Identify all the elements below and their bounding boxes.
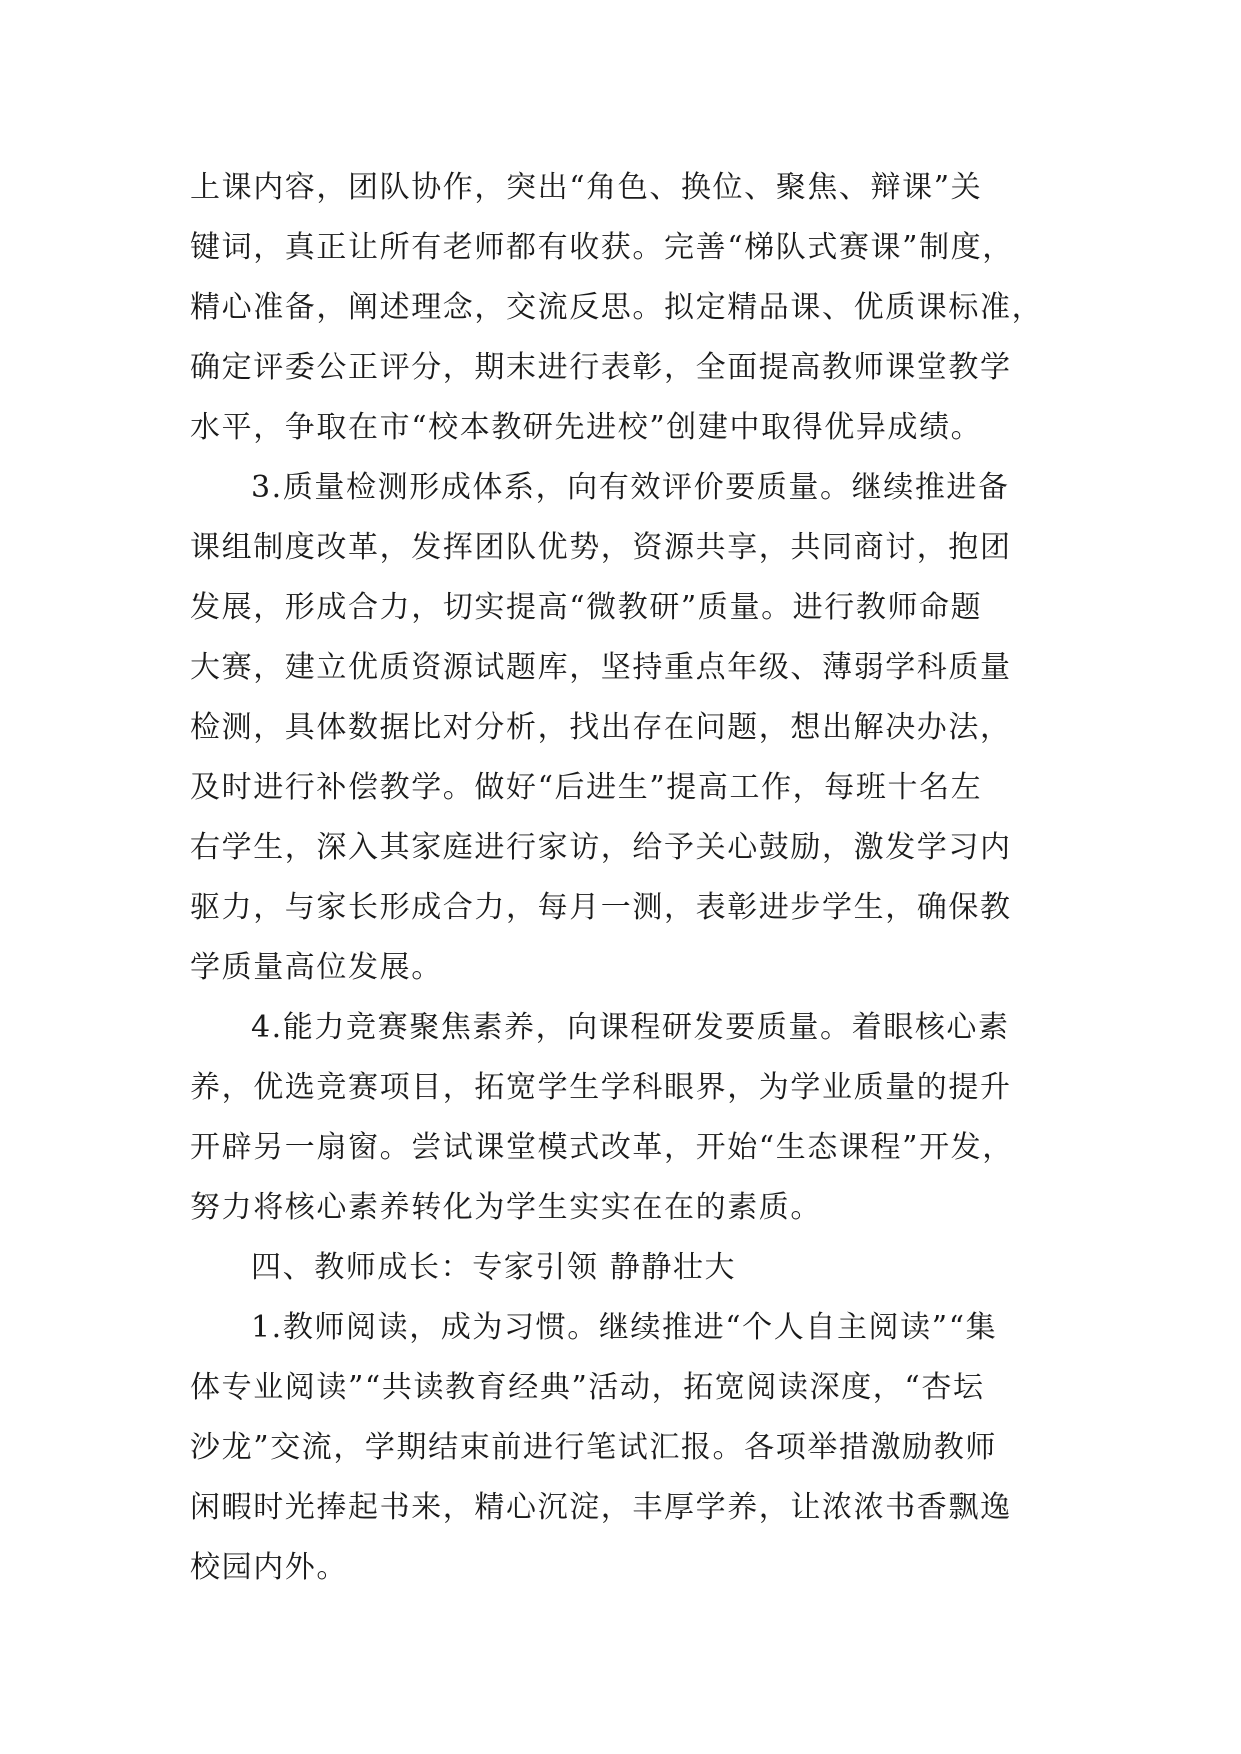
paragraph-3-first-line: 3.质量检测形成体系，向有效评价要质量。继续推进备: [251, 470, 1010, 505]
text-line: 努力将核心素养转化为学生实实在在的素质。: [190, 1190, 822, 1225]
text-line: 发展，形成合力，切实提高“微教研”质量。进行教师命题: [190, 590, 983, 625]
text-line: 课组制度改革，发挥团队优势，资源共享，共同商讨，抱团: [190, 530, 1012, 565]
text-line: 大赛，建立优质资源试题库，坚持重点年级、薄弱学科质量: [190, 650, 1012, 685]
text-line: 驱力，与家长形成合力，每月一测，表彰进步学生，确保教: [190, 890, 1012, 925]
section-heading: 四、教师成长：专家引领 静静壮大: [251, 1250, 737, 1285]
text-line: 体专业阅读”“共读教育经典”活动，拓宽阅读深度，“杏坛: [190, 1370, 985, 1405]
text-line: 水平，争取在市“校本教研先进校”创建中取得优异成绩。: [190, 410, 983, 445]
text-line: 沙龙”交流，学期结束前进行笔试汇报。各项举措激励教师: [190, 1430, 997, 1465]
text-line: 养，优选竞赛项目，拓宽学生学科眼界，为学业质量的提升: [190, 1070, 1012, 1105]
paragraph-4-first-line: 4.能力竞赛聚焦素养，向课程研发要质量。着眼核心素: [251, 1010, 1010, 1045]
text-line: 学质量高位发展。: [190, 950, 443, 985]
paragraph-1-first-line: 1.教师阅读，成为习惯。继续推进“个人自主阅读”“集: [251, 1310, 998, 1345]
text-line: 开辟另一扇窗。尝试课堂模式改革，开始“生态课程”开发，: [190, 1130, 1014, 1165]
text-line: 闲暇时光捧起书来，精心沉淀，丰厚学养，让浓浓书香飘逸: [190, 1490, 1012, 1525]
text-line: 上课内容，团队协作，突出“角色、换位、聚焦、辩课”关: [190, 170, 983, 205]
text-line: 校园内外。: [190, 1550, 348, 1585]
text-line: 确定评委公正评分，期末进行表彰，全面提高教师课堂教学: [190, 350, 1012, 385]
body-text: [190, 158, 1070, 1598]
text-line: 检测，具体数据比对分析，找出存在问题，想出解决办法，: [190, 710, 1012, 745]
text-line: 精心准备，阐述理念，交流反思。拟定精品课、优质课标准，: [190, 290, 1044, 325]
text-line: 及时进行补偿教学。做好“后进生”提高工作，每班十名左: [190, 770, 983, 805]
text-line: 右学生，深入其家庭进行家访，给予关心鼓励，激发学习内: [190, 830, 1012, 865]
text-line: 键词，真正让所有老师都有收获。完善“梯队式赛课”制度，: [190, 230, 1014, 265]
